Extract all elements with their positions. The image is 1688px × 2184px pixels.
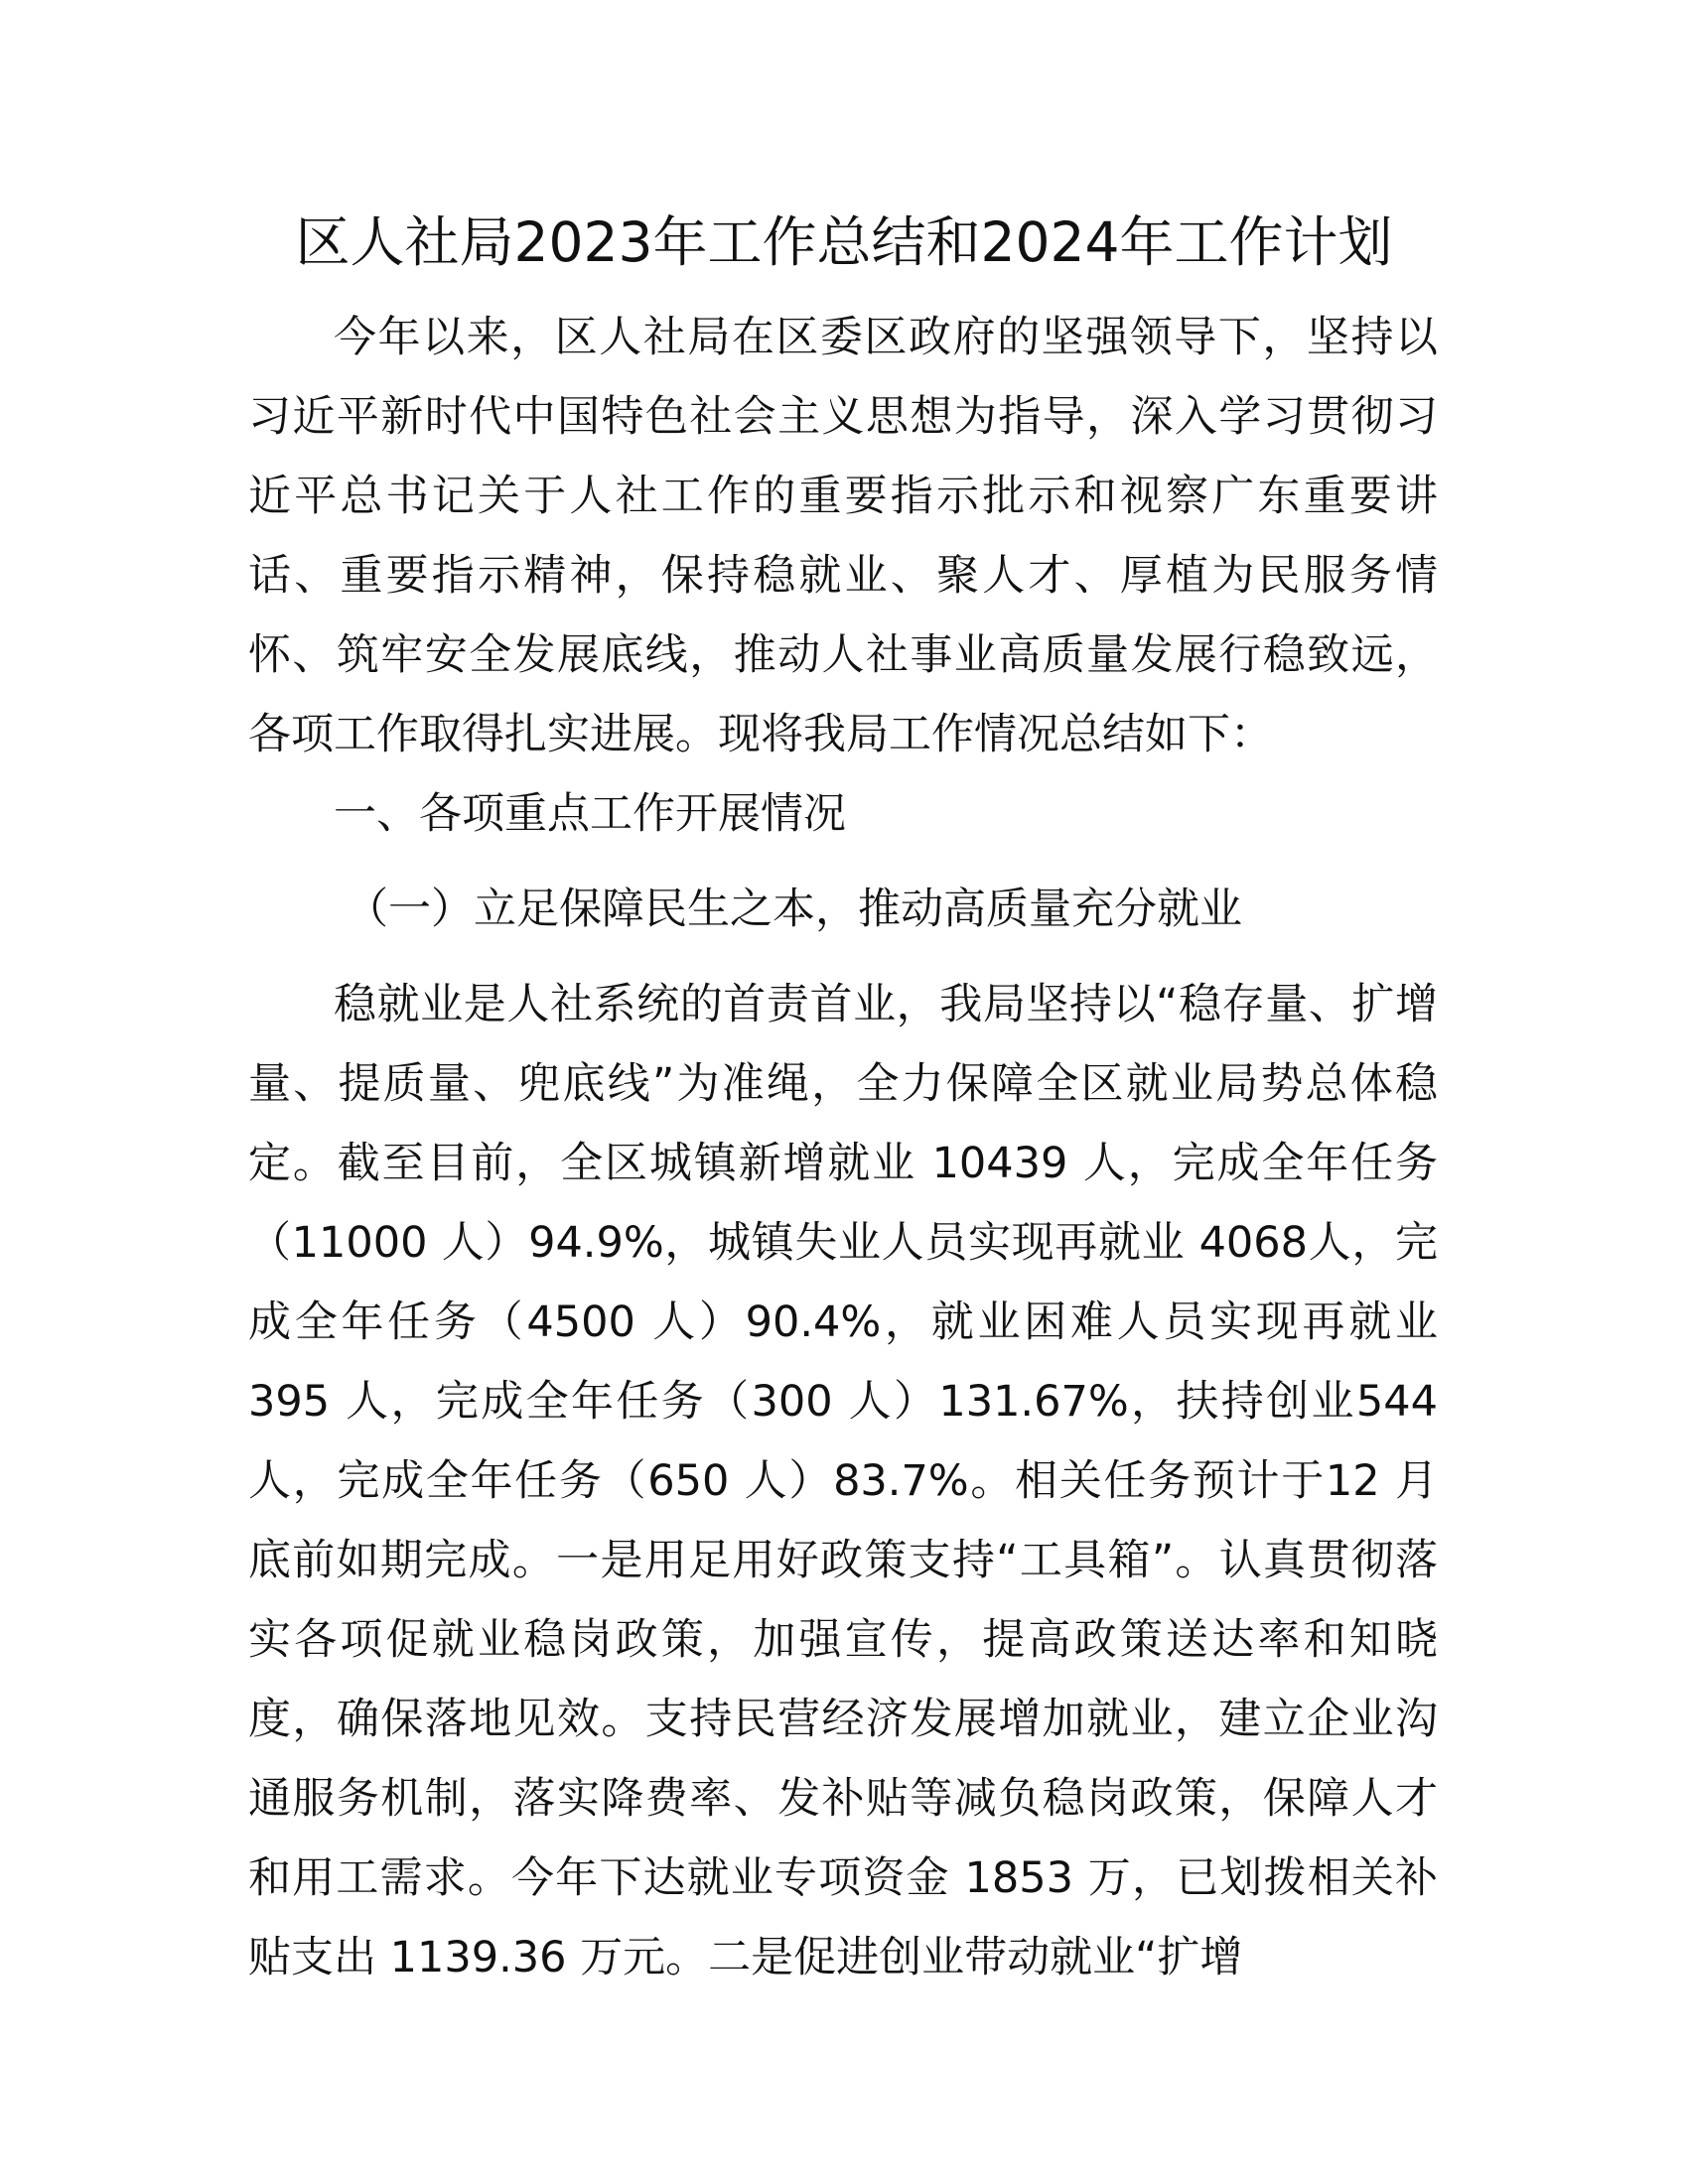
subsection-heading: （一）立足保障民生之本，推动高质量充分就业	[346, 885, 1242, 934]
document-title: 区人社局2023年工作总结和2024年工作计划	[295, 210, 1393, 274]
section-heading: 一、各项重点工作开展情况	[334, 789, 846, 839]
body-paragraph: 稳就业是人社系统的首责首业，我局坚持以“稳存量、扩增量、提质量、兜底线”为准绳，全力保障全区就业局势总体稳定。截至目前，全区城镇新增就业 10439 人，完成全年任务（11000 人）94.9%，城镇失业人员实现再就业 4068人，完成全年任务（4500 人）90.4%，就业困难人员实现再就业 395 人，完成全年任务（300 人）131.67%，扶持创业544 人，完成全年任务（650 人）83.7%。相关任务预计于12 月底前如期完成。一是用足用好政策支持“工具箱”。认真贯彻落实各项促就业稳岗政策，加强宣传，提高政策送达率和知晓度，确保落地见效。支持民营经济发展增加就业，建立企业沟通服务机制，落实降费率、发补贴等减负稳岗政策，保障人才和用工需求。今年下达就业专项资金 1853 万，已划拨相关补贴支出 1139.36 万元。二是促进创业带动就业“扩增	[248, 980, 1438, 1982]
intro-paragraph: 今年以来，区人社局在区委区政府的坚强领导下，坚持以习近平新时代中国特色社会主义思想为指导，深入学习贯彻习近平总书记关于人社工作的重要指示批示和视察广东重要讲话、重要指示精神，保持稳就业、聚人才、厚植为民服务情怀、筑牢安全发展底线，推动人社事业高质量发展行稳致远，各项工作取得扎实进展。现将我局工作情况总结如下：	[248, 313, 1438, 759]
